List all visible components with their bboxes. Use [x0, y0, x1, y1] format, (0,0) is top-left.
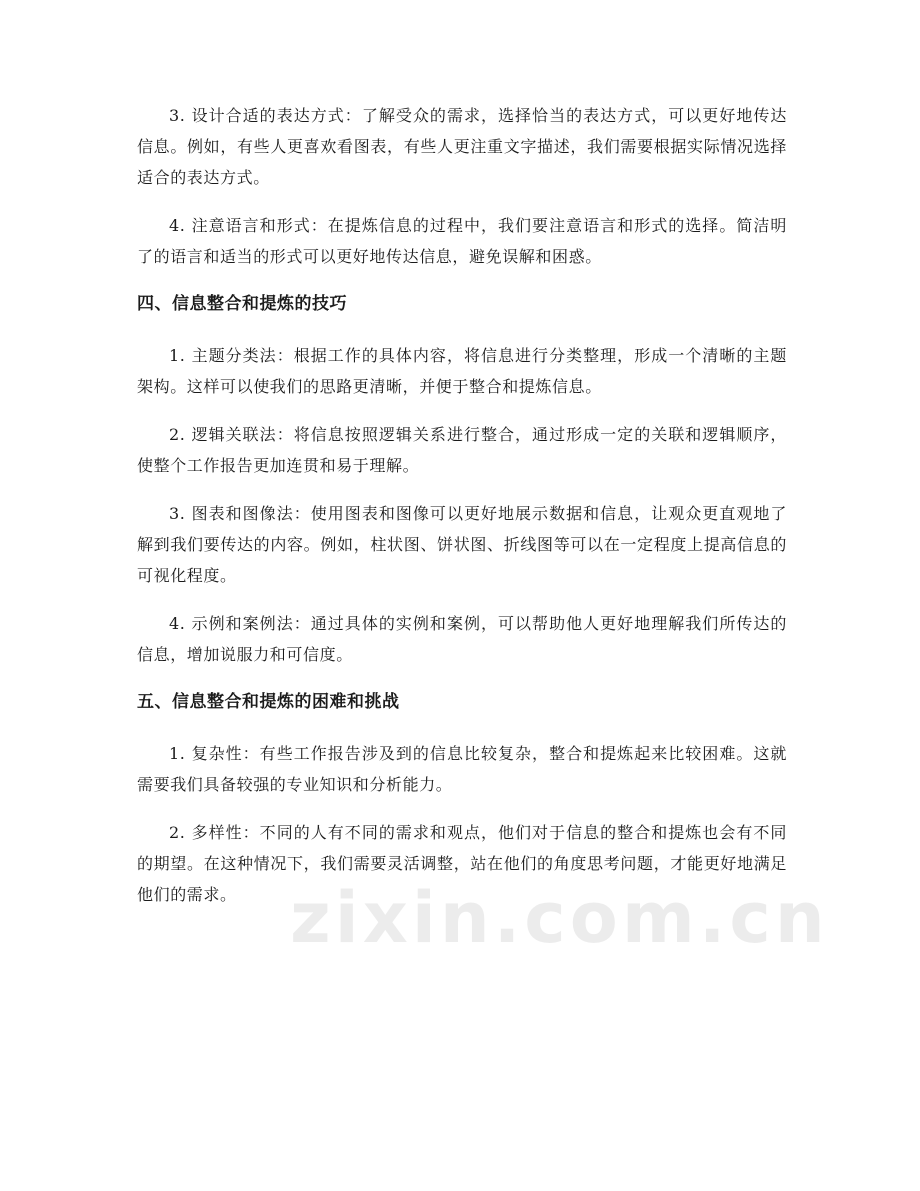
document-body — [137, 100, 787, 927]
section-heading-challenges: 五、信息整合和提炼的困难和挑战 — [137, 692, 400, 712]
paragraph-complexity: 1. 复杂性：有些工作报告涉及到的信息比较复杂，整合和提炼起来比较困难。这就需要我们具备较强的专业知识和分析能力。 — [137, 744, 787, 794]
paragraph-design-expression: 3. 设计合适的表达方式：了解受众的需求，选择恰当的表达方式，可以更好地传达信息。例如，有些人更喜欢看图表，有些人更注重文字描述，我们需要根据实际情况选择适合的表达方式。 — [137, 106, 787, 187]
paragraph-logical-association: 2. 逻辑关联法：将信息按照逻辑关系进行整合，通过形成一定的关联和逻辑顺序，使整个工作报告更加连贯和易于理解。 — [137, 425, 787, 475]
paragraph-charts-images: 3. 图表和图像法：使用图表和图像可以更好地展示数据和信息，让观众更直观地了解到我们要传达的内容。例如，柱状图、饼状图、折线图等可以在一定程度上提高信息的可视化程度。 — [137, 504, 787, 585]
paragraph-diversity: 2. 多样性：不同的人有不同的需求和观点，他们对于信息的整合和提炼也会有不同的期望。在这种情况下，我们需要灵活调整，站在他们的角度思考问题，才能更好地满足他们的需求。 — [137, 823, 787, 904]
paragraph-topic-classification: 1. 主题分类法：根据工作的具体内容，将信息进行分类整理，形成一个清晰的主题架构。这样可以使我们的思路更清晰，并便于整合和提炼信息。 — [137, 346, 787, 396]
section-heading-techniques: 四、信息整合和提炼的技巧 — [137, 294, 347, 314]
paragraph-examples-cases: 4. 示例和案例法：通过具体的实例和案例，可以帮助他人更好地理解我们所传达的信息，增加说服力和可信度。 — [137, 614, 787, 664]
paragraph-language-form: 4. 注意语言和形式：在提炼信息的过程中，我们要注意语言和形式的选择。简洁明了的语言和适当的形式可以更好地传达信息，避免误解和困惑。 — [137, 216, 787, 266]
watermark-text: zixin.com.cn — [290, 877, 829, 959]
watermark — [290, 877, 829, 960]
